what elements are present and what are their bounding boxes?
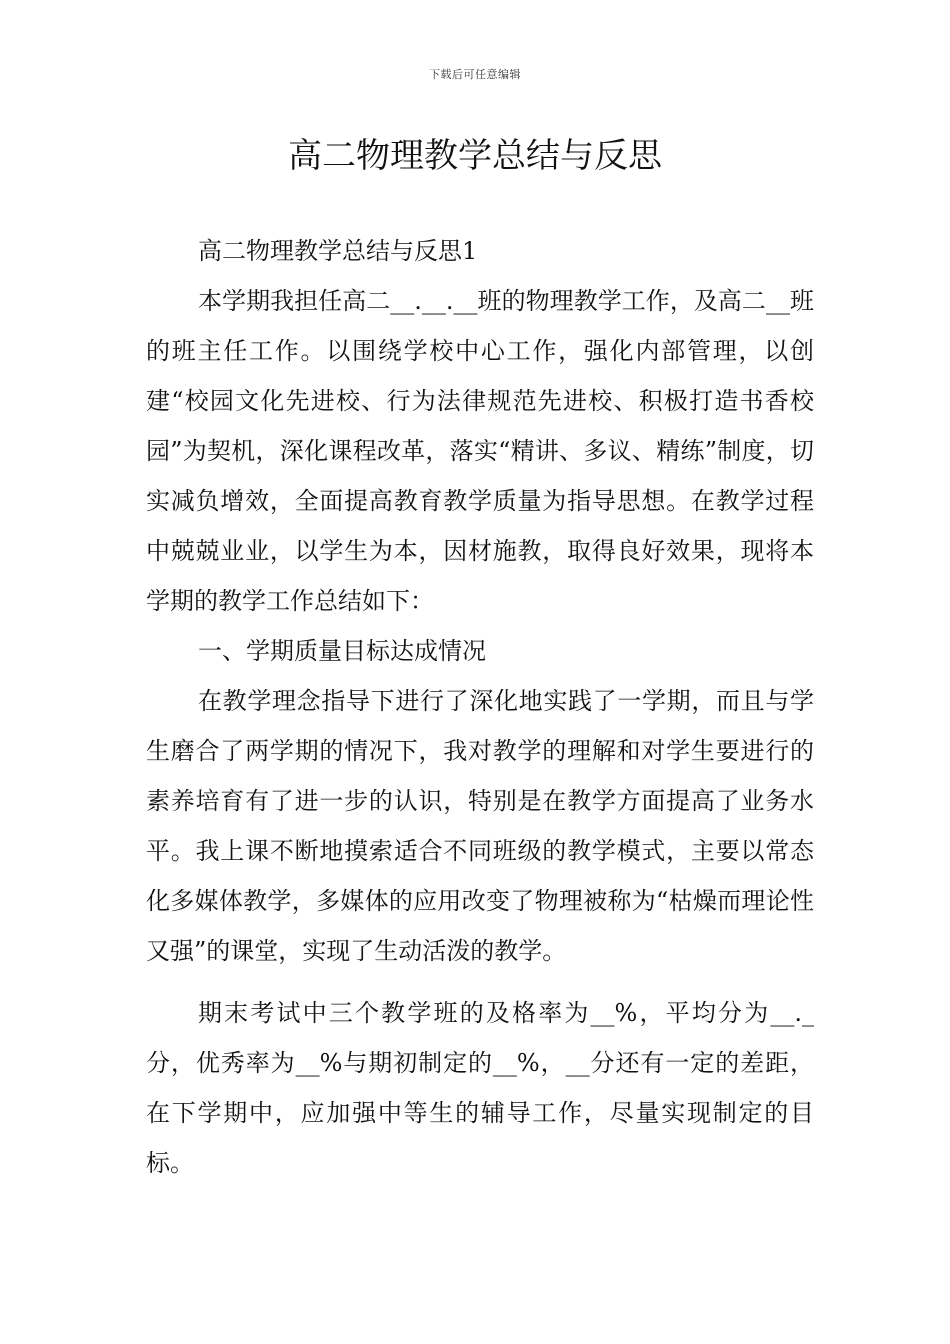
header-note: 下载后可任意编辑 <box>429 68 521 81</box>
intro-paragraph: 本学期我担任高二__.__.__班的物理教学工作，及高二__班的班主任工作。以围绕学校中心工作，强化内部管理，以创建“校园文化先进校、行为法律规范先进校、积极打造书香校园”为契机，深化课程改革，落实“精讲、多议、精练”制度，切实减负增效，全面提高教育教学质量为指导思想。在教学过程中兢兢业业，以学生为本，因材施教，取得良好效果，现将本学期的教学工作总结如下： <box>146 287 814 615</box>
document-body <box>146 226 814 1188</box>
teaching-paragraph: 在教学理念指导下进行了深化地实践了一学期，而且与学生磨合了两学期的情况下，我对教学的理解和对学生要进行的素养培育有了进一步的认识，特别是在教学方面提高了业务水平。我上课不断地摸索适合不同班级的教学模式，主要以常态化多媒体教学，多媒体的应用改变了物理被称为“枯燥而理论性又强”的课堂，实现了生动活泼的教学。 <box>146 687 814 965</box>
exam-results-paragraph: 期末考试中三个教学班的及格率为__%，平均分为__._分，优秀率为__%与期初制定的__%，__分还有一定的差距，在下学期中，应加强中等生的辅导工作，尽量实现制定的目标。 <box>146 999 814 1177</box>
subtitle-paragraph: 高二物理教学总结与反思1 <box>198 237 478 265</box>
section-heading: 一、学期质量目标达成情况 <box>198 637 486 665</box>
document-title: 高二物理教学总结与反思 <box>288 136 662 176</box>
